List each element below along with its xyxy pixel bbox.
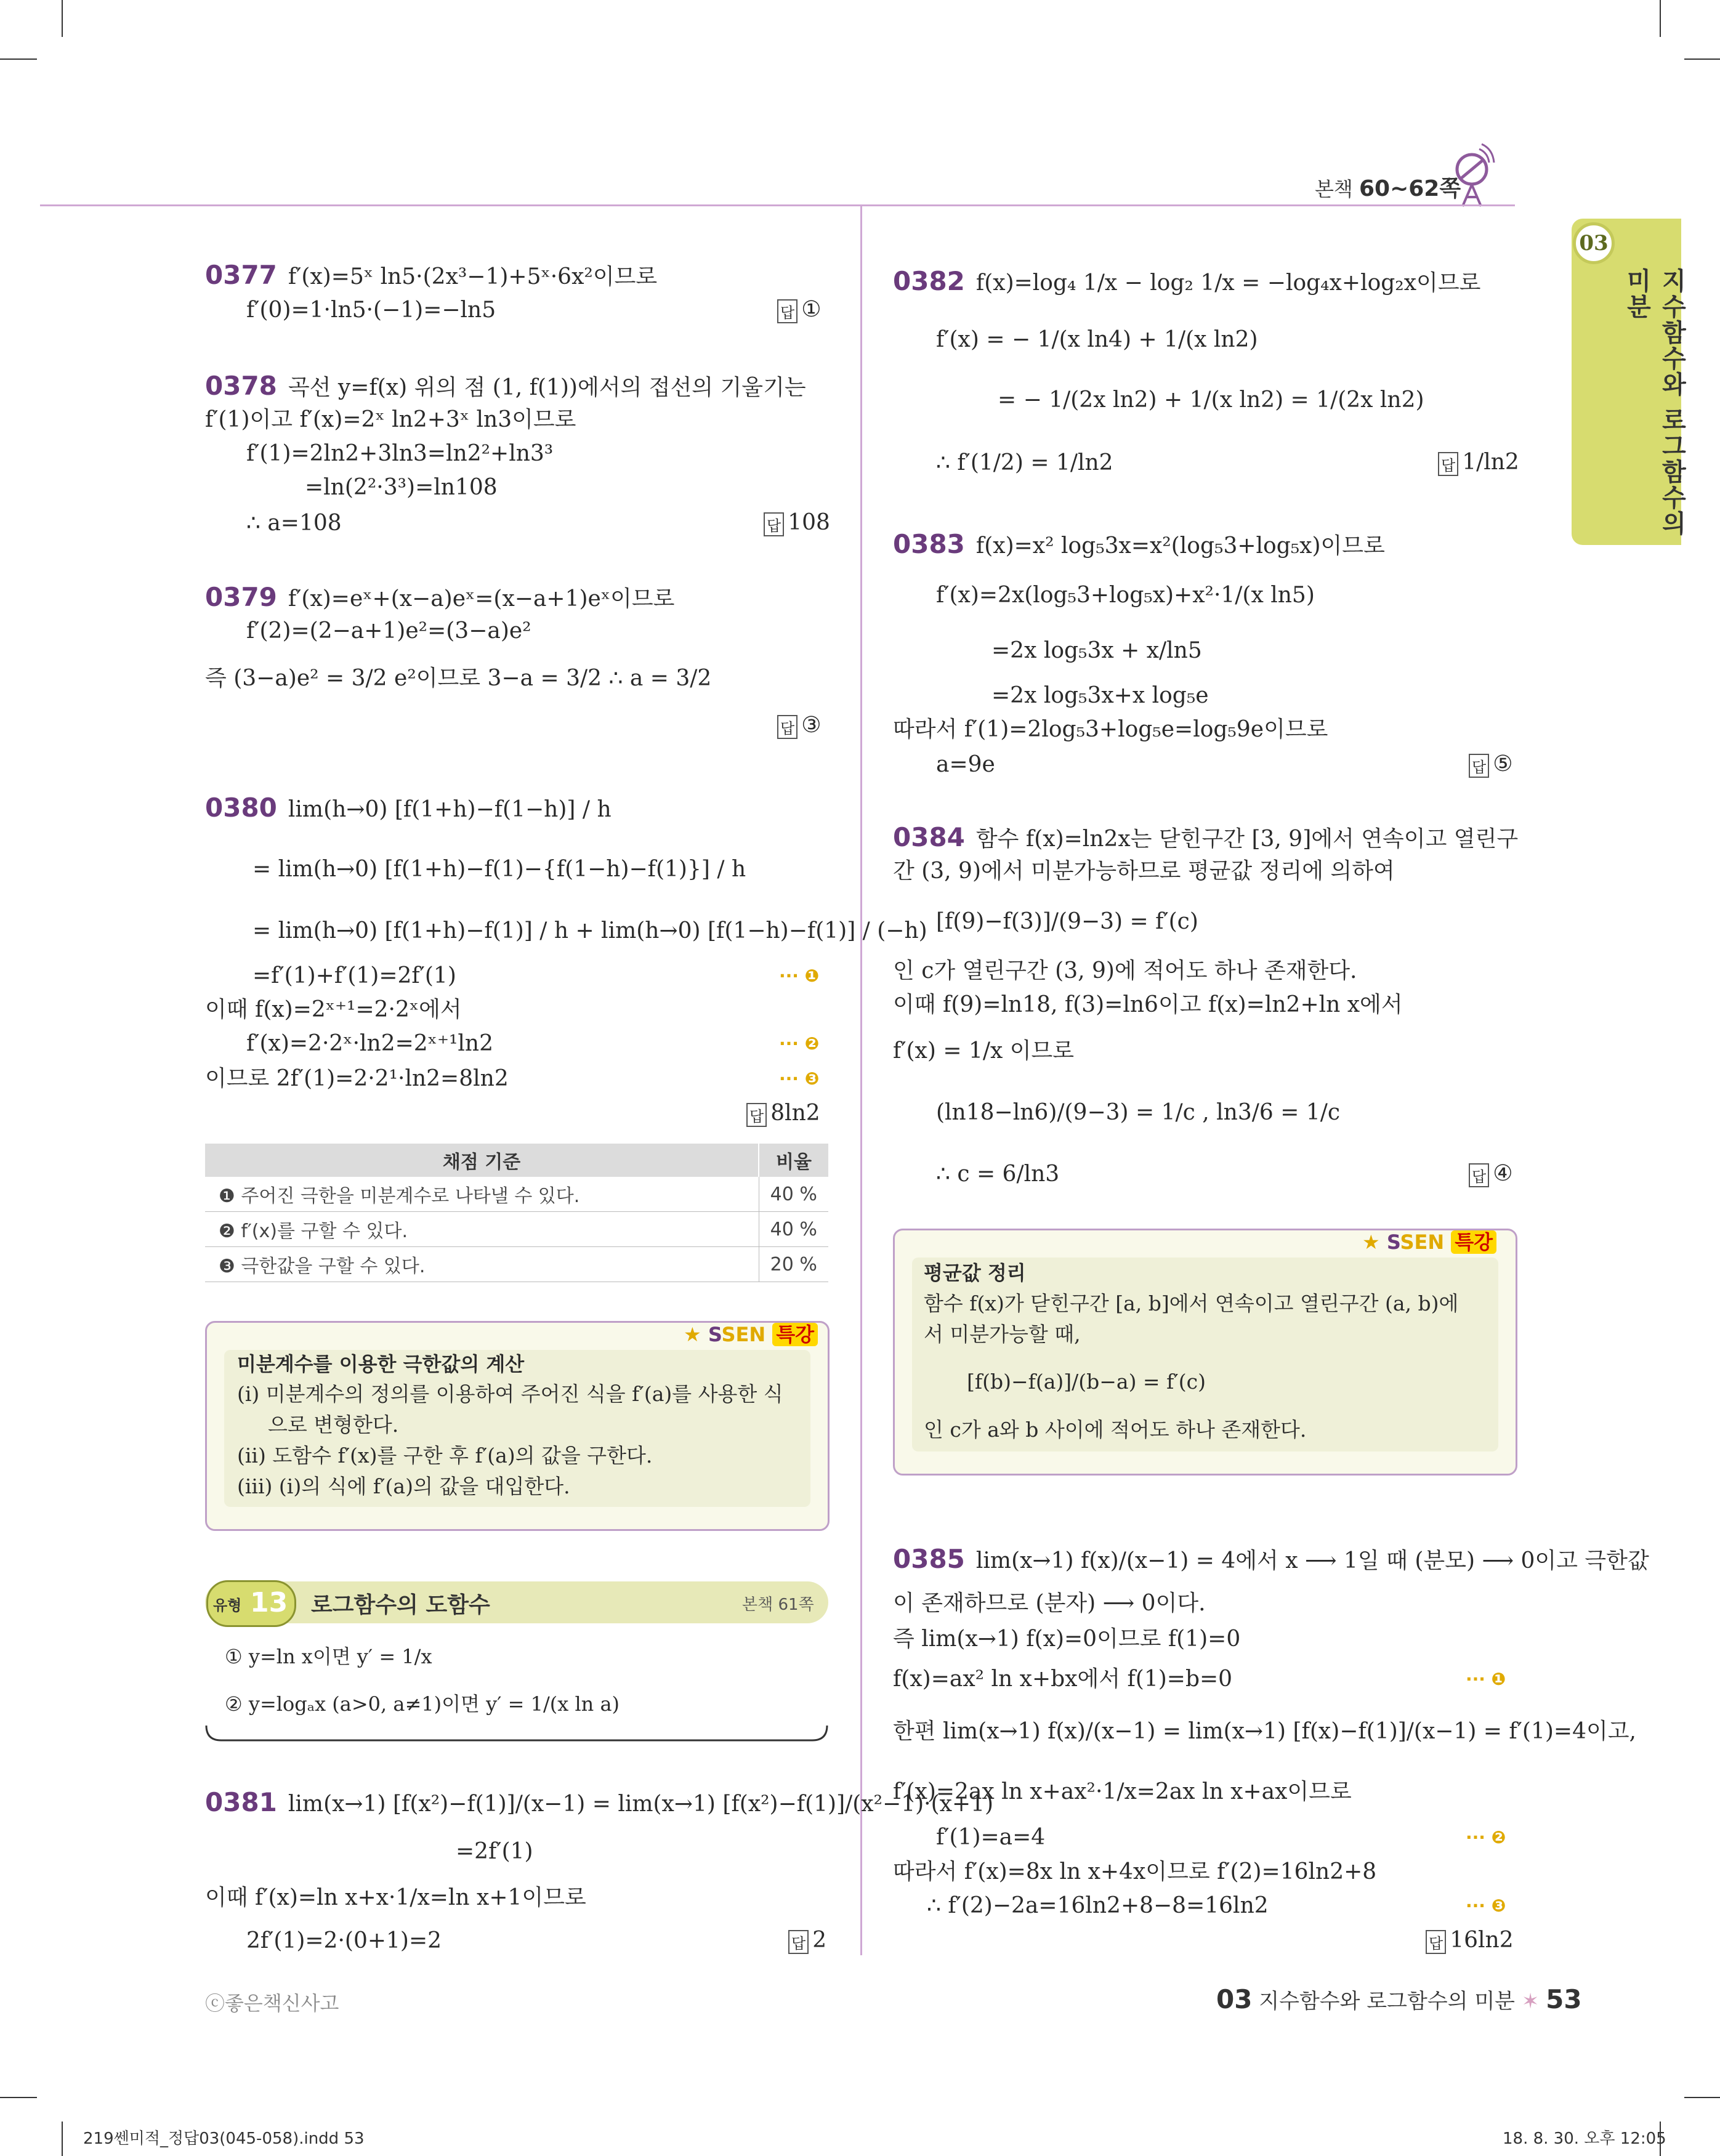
problem-0379-line2: f′(2)=(2−a+1)e²=(3−a)e² <box>246 618 531 644</box>
problem-0382-line1: 0382 f(x)=log₄ 1/x − log₂ 1/x = −log₄x+log₂x이므로 <box>893 266 1481 296</box>
problem-0382-line4: ∴ f′(1/2) = 1/ln2 <box>936 450 1113 475</box>
box-line: 함수 f(x)가 닫힌구간 [a, b]에서 연속이고 열린구간 (a, b)에 <box>924 1291 1459 1315</box>
problem-0385-line6: f′(x)=2ax ln x+ax²·1/x=2ax ln x+ax이므로 <box>893 1779 1352 1804</box>
problem-0381-line2: =2f′(1) <box>456 1839 533 1864</box>
page-footer: 03 지수함수와 로그함수의 미분 ✶ 53 <box>1216 1984 1582 2014</box>
page-number: 53 <box>1546 1984 1582 2014</box>
problem-0377-line1: 0377 f′(x)=5ˣ ln5·(2x³−1)+5ˣ·6x²이므로 <box>205 260 658 290</box>
type-line: ② y=logₐx (a>0, a≠1)이면 y′ = 1/(x ln a) <box>225 1692 620 1716</box>
table-row: ❷ f′(x)를 구할 수 있다. 40 % <box>205 1212 828 1247</box>
crop-mark <box>62 0 63 37</box>
problem-0385-line3: 즉 lim(x→1) f(x)=0이므로 f(1)=0 <box>893 1626 1241 1652</box>
box-line: (iii) (i)의 식에 f′(a)의 값을 대입한다. <box>237 1474 570 1498</box>
problem-0380-line3: = lim(h→0) [f(1+h)−f(1)] / h + lim(h→0) [f(1−h)−f(1)] / (−h) <box>252 918 927 943</box>
step-marker-3: ··· ❸ <box>779 1068 820 1089</box>
ssen-brand-label: ★ SSEN 특강 <box>684 1319 818 1347</box>
problem-0378-line4: =ln(2²·3³)=ln108 <box>305 475 498 500</box>
type-page-ref: 본책 61쪽 <box>742 1596 814 1614</box>
type-title: 로그함수의 도함수 <box>311 1593 490 1618</box>
type-bracket <box>205 1724 828 1743</box>
type-line: ① y=ln x이면 y′ = 1/x <box>225 1645 432 1668</box>
problem-0383-line1: 0383 f(x)=x² log₅3x=x²(log₅3+log₅x)이므로 <box>893 529 1385 559</box>
step-marker-3: ··· ❸ <box>1466 1896 1506 1916</box>
column-divider <box>860 206 862 1955</box>
chapter-side-tab <box>1572 219 1686 545</box>
ssen-brand-label: ★ SSEN 특강 <box>1362 1227 1496 1255</box>
problem-0380-line2: = lim(h→0) [f(1+h)−f(1)−{f(1−h)−f(1)}] / h <box>252 857 746 882</box>
problem-0385-line1: 0385 lim(x→1) f(x)/(x−1) = 4에서 x ⟶ 1일 때 (분모) ⟶ 0이고 극한값 <box>893 1544 1649 1574</box>
box-line: 서 미분가능할 때, <box>924 1322 1081 1346</box>
problem-0380-line5: 이때 f(x)=2ˣ⁺¹=2·2ˣ에서 <box>205 997 462 1022</box>
problem-0377-line2: f′(0)=1·ln5·(−1)=−ln5 <box>246 297 496 323</box>
box-line: (ii) 도함수 f′(x)를 구한 후 f′(a)의 값을 구한다. <box>237 1443 653 1468</box>
answer-0380: 답 8ln2 <box>746 1100 820 1127</box>
problem-0385-line7: f′(1)=a=4 <box>936 1825 1046 1850</box>
crop-mark <box>1684 2097 1720 2098</box>
problem-0385-line8: 따라서 f′(x)=8x ln x+4x이므로 f′(2)=16ln2+8 <box>893 1859 1377 1884</box>
table-row: ❸ 극한값을 구할 수 있다. 20 % <box>205 1247 828 1282</box>
problem-0378-line2: f′(1)이고 f′(x)=2ˣ ln2+3ˣ ln3이므로 <box>205 407 576 432</box>
problem-0381-line1: 0381 lim(x→1) [f(x²)−f(1)]/(x−1) = lim(x→1) [f(x²)−f(1)]/(x²−1)·(x+1) <box>205 1787 994 1817</box>
box-title: 평균값 정리 <box>924 1261 1026 1285</box>
problem-0382-line3: = − 1/(2x ln2) + 1/(x ln2) = 1/(2x ln2) <box>998 387 1424 413</box>
type-header-bar <box>205 1581 828 1623</box>
box-line: [f(b)−f(a)]/(b−a) = f′(c) <box>967 1370 1206 1394</box>
answer-0385: 답 16ln2 <box>1426 1928 1514 1954</box>
step-marker-1: ··· ❶ <box>779 966 820 986</box>
problem-0384-line1: 0384 함수 f(x)=ln2x는 닫힌구간 [3, 9]에서 연속이고 열린구 <box>893 822 1519 852</box>
problem-0379-line3: 즉 (3−a)e² = 3/2 e²이므로 3−a = 3/2 ∴ a = 3/2 <box>205 666 712 691</box>
problem-0381-line3: 이때 f′(x)=ln x+x·1/x=ln x+1이므로 <box>205 1885 586 1910</box>
problem-0378-line3: f′(1)=2ln2+3ln3=ln2²+ln3³ <box>246 441 554 466</box>
publisher-credit: ⓒ좋은책신사고 <box>205 1992 339 2015</box>
problem-0383-line3: =2x log₅3x + x/ln5 <box>991 638 1202 663</box>
problem-0383-line6: a=9e <box>936 752 995 777</box>
step-marker-2: ··· ❷ <box>779 1033 820 1054</box>
print-slug-date: 18. 8. 30. 오후 12:05 <box>1503 2130 1666 2148</box>
problem-0380-line4: =f′(1)+f′(1)=2f′(1) <box>252 963 456 988</box>
problem-0378-line5: ∴ a=108 <box>246 511 342 536</box>
problem-0383-line4: =2x log₅3x+x log₅e <box>991 683 1209 708</box>
grading-header-ratio: 비율 <box>759 1144 828 1177</box>
chapter-number: 03 <box>1573 222 1615 264</box>
problem-0384-line8: ∴ c = 6/ln3 <box>936 1161 1060 1187</box>
star-icon: ✶ <box>1521 1989 1540 2014</box>
problem-0378-line1: 0378 곡선 y=f(x) 위의 점 (1, f(1))에서의 접선의 기울기는 <box>205 371 806 401</box>
chapter-title-vertical: 지수함수와 로그함수의 미분 <box>1623 268 1686 536</box>
step-marker-2: ··· ❷ <box>1466 1827 1506 1847</box>
box-title: 미분계수를 이용한 극한값의 계산 <box>237 1352 525 1376</box>
crop-mark <box>0 2097 37 2098</box>
step-marker-1: ··· ❶ <box>1466 1669 1506 1689</box>
problem-0385-line2: 이 존재하므로 (분자) ⟶ 0이다. <box>893 1591 1206 1616</box>
header-rule <box>40 204 1515 206</box>
type-badge: 유형 13 <box>206 1580 296 1627</box>
box-line: 인 c가 a와 b 사이에 적어도 하나 존재한다. <box>924 1418 1307 1442</box>
answer-0383: 답 ⑤ <box>1469 751 1512 778</box>
problem-0384-line5: 이때 f(9)=ln18, f(3)=ln6이고 f(x)=ln2+ln x에서 <box>893 992 1403 1017</box>
box-line: 으로 변형한다. <box>268 1413 399 1437</box>
grading-header-criteria: 채점 기준 <box>205 1144 759 1177</box>
problem-0384-line2: 간 (3, 9)에서 미분가능하므로 평균값 정리에 의하여 <box>893 858 1395 884</box>
answer-0382: 답 1/ln2 <box>1438 450 1519 476</box>
crop-mark <box>0 59 37 60</box>
star-icon: ★ <box>1362 1230 1380 1254</box>
answer-0384: 답 ④ <box>1469 1161 1512 1187</box>
answer-0377: 답 ① <box>777 297 821 323</box>
crop-mark <box>1660 0 1661 37</box>
table-row: ❶ 주어진 극한을 미분계수로 나타낼 수 있다. 40 % <box>205 1177 828 1212</box>
box-line: (i) 미분계수의 정의를 이용하여 주어진 식을 f′(a)를 사용한 식 <box>237 1382 783 1406</box>
grading-table <box>205 1144 828 1282</box>
answer-0379: 답 ③ <box>777 713 821 739</box>
crop-mark <box>1684 59 1720 60</box>
problem-0382-line2: f′(x) = − 1/(x ln4) + 1/(x ln2) <box>936 327 1258 352</box>
answer-0378: 답 108 <box>764 510 830 536</box>
print-slug-file: 219쎈미적_정답03(045-058).indd 53 <box>83 2130 365 2148</box>
problem-0380-line6: f′(x)=2·2ˣ·ln2=2ˣ⁺¹ln2 <box>246 1031 493 1056</box>
problem-0379-line1: 0379 f′(x)=eˣ+(x−a)eˣ=(x−a+1)eˣ이므로 <box>205 582 675 612</box>
problem-0380-line7: 이므로 2f′(1)=2·2¹·ln2=8ln2 <box>205 1066 509 1091</box>
problem-0383-line5: 따라서 f′(1)=2log₅3+log₅e=log₅9e이므로 <box>893 717 1328 742</box>
page-reference: 본책 60~62쪽 <box>1315 176 1461 201</box>
answer-0381: 답 2 <box>788 1928 826 1954</box>
problem-0385-line4: f(x)=ax² ln x+bx에서 f(1)=b=0 <box>893 1666 1233 1692</box>
problem-0384-line3: [f(9)−f(3)]/(9−3) = f′(c) <box>936 909 1198 934</box>
problem-0383-line2: f′(x)=2x(log₅3+log₅x)+x²·1/(x ln5) <box>936 583 1315 608</box>
problem-0381-line4: 2f′(1)=2·(0+1)=2 <box>246 1928 442 1953</box>
satellite-icon <box>1447 142 1496 209</box>
problem-0384-line6: f′(x) = 1/x 이므로 <box>893 1038 1075 1064</box>
problem-0385-line5: 한편 lim(x→1) f(x)/(x−1) = lim(x→1) [f(x)−f(1)]/(x−1) = f′(1)=4이고, <box>893 1719 1636 1744</box>
problem-0384-line7: (ln18−ln6)/(9−3) = 1/c , ln3/6 = 1/c <box>936 1100 1341 1125</box>
crop-mark <box>62 2122 63 2156</box>
star-icon: ★ <box>684 1323 701 1346</box>
problem-0380-line1: 0380 lim(h→0) [f(1+h)−f(1−h)] / h <box>205 793 612 823</box>
problem-0385-line9: ∴ f′(2)−2a=16ln2+8−8=16ln2 <box>927 1893 1269 1918</box>
problem-0384-line4: 인 c가 열린구간 (3, 9)에 적어도 하나 존재한다. <box>893 958 1357 983</box>
